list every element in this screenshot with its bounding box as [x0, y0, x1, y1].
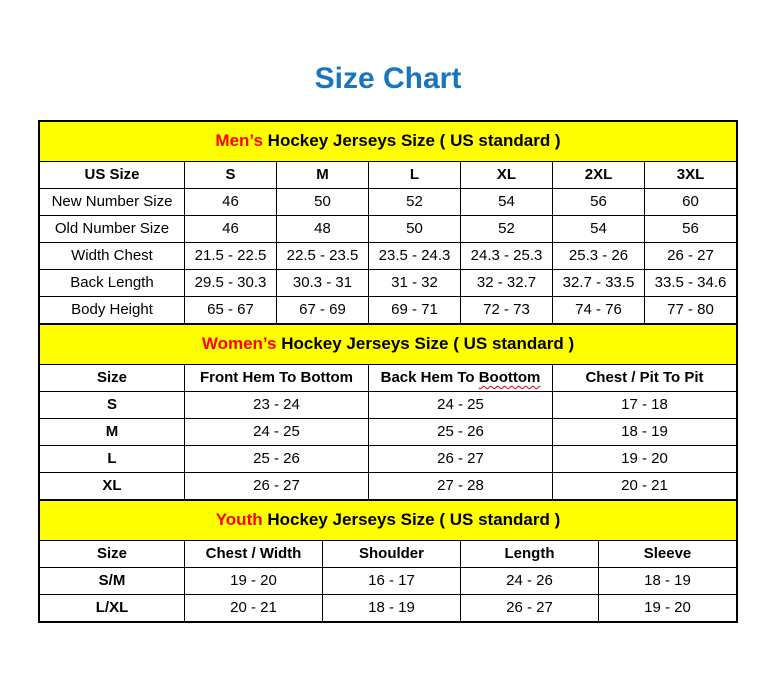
mens-column-header: US Size [40, 162, 185, 189]
womens-value-cell: 18 - 19 [553, 419, 737, 446]
mens-value-cell: 25.3 - 26 [553, 243, 645, 270]
womens-value-cell: 24 - 25 [369, 392, 553, 419]
youth-caption-row [40, 501, 737, 541]
youth-table-row [40, 568, 737, 595]
youth-table-caption [40, 501, 737, 541]
mens-column-header: XL [461, 162, 553, 189]
page-title: Size Chart [314, 62, 462, 95]
mens-caption-rest: Hockey Jerseys Size ( US standard ) [262, 131, 561, 151]
mens-value-cell: 30.3 - 31 [277, 270, 369, 297]
mens-value-cell: 29.5 - 30.3 [185, 270, 277, 297]
mens-column-header: M [277, 162, 369, 189]
mens-caption-row [40, 122, 737, 162]
mens-table-row [40, 216, 737, 243]
mens-value-cell: 50 [277, 189, 369, 216]
womens-table-caption [40, 325, 737, 365]
womens-column-header: Chest / Pit To Pit [553, 365, 737, 392]
womens-header-row [40, 365, 737, 392]
womens-value-cell: 26 - 27 [369, 446, 553, 473]
mens-value-cell: 56 [553, 189, 645, 216]
youth-value-cell: 18 - 19 [599, 568, 737, 595]
womens-value-cell: 19 - 20 [553, 446, 737, 473]
mens-value-cell: 72 - 73 [461, 297, 553, 324]
womens-size-table [39, 324, 737, 500]
youth-value-cell: 19 - 20 [185, 568, 323, 595]
mens-value-cell: 33.5 - 34.6 [645, 270, 737, 297]
womens-table-row [40, 446, 737, 473]
mens-row-label: Body Height [40, 297, 185, 324]
mens-value-cell: 74 - 76 [553, 297, 645, 324]
mens-value-cell: 65 - 67 [185, 297, 277, 324]
womens-row-label: XL [40, 473, 185, 500]
misspelled-word: Boottom [478, 368, 541, 386]
mens-value-cell: 46 [185, 216, 277, 243]
youth-value-cell: 18 - 19 [323, 595, 461, 622]
womens-row-label: M [40, 419, 185, 446]
womens-caption-rest: Hockey Jerseys Size ( US standard ) [276, 334, 575, 354]
mens-value-cell: 52 [369, 189, 461, 216]
mens-column-header: 3XL [645, 162, 737, 189]
youth-column-header: Size [40, 541, 185, 568]
mens-value-cell: 24.3 - 25.3 [461, 243, 553, 270]
mens-value-cell: 54 [553, 216, 645, 243]
womens-column-header: Size [40, 365, 185, 392]
mens-size-table [39, 121, 737, 324]
womens-value-cell: 23 - 24 [185, 392, 369, 419]
youth-caption-highlight: Youth [215, 510, 263, 530]
womens-row-label: L [40, 446, 185, 473]
mens-value-cell: 77 - 80 [645, 297, 737, 324]
mens-table-row [40, 243, 737, 270]
womens-column-header: Front Hem To Bottom [185, 365, 369, 392]
mens-table-row [40, 297, 737, 324]
youth-value-cell: 20 - 21 [185, 595, 323, 622]
mens-value-cell: 23.5 - 24.3 [369, 243, 461, 270]
womens-value-cell: 25 - 26 [185, 446, 369, 473]
youth-column-header: Sleeve [599, 541, 737, 568]
mens-column-header: S [185, 162, 277, 189]
womens-value-cell: 24 - 25 [185, 419, 369, 446]
mens-value-cell: 52 [461, 216, 553, 243]
youth-row-label: S/M [40, 568, 185, 595]
womens-column-header: Back Hem To Boottom [369, 365, 553, 392]
mens-value-cell: 48 [277, 216, 369, 243]
mens-value-cell: 54 [461, 189, 553, 216]
mens-row-label: Old Number Size [40, 216, 185, 243]
mens-row-label: Back Length [40, 270, 185, 297]
mens-value-cell: 31 - 32 [369, 270, 461, 297]
youth-column-header: Shoulder [323, 541, 461, 568]
youth-size-table [39, 500, 737, 622]
mens-table-caption [40, 122, 737, 162]
mens-value-cell: 26 - 27 [645, 243, 737, 270]
mens-value-cell: 32 - 32.7 [461, 270, 553, 297]
womens-caption-highlight: Women’s [201, 334, 277, 354]
womens-value-cell: 26 - 27 [185, 473, 369, 500]
mens-row-label: Width Chest [40, 243, 185, 270]
mens-value-cell: 67 - 69 [277, 297, 369, 324]
youth-column-header: Length [461, 541, 599, 568]
youth-value-cell: 24 - 26 [461, 568, 599, 595]
mens-value-cell: 32.7 - 33.5 [553, 270, 645, 297]
mens-table-row [40, 189, 737, 216]
mens-value-cell: 60 [645, 189, 737, 216]
mens-table-row [40, 270, 737, 297]
mens-column-header: L [369, 162, 461, 189]
size-chart-tables [38, 120, 738, 623]
youth-row-label: L/XL [40, 595, 185, 622]
mens-row-label: New Number Size [40, 189, 185, 216]
youth-header-row [40, 541, 737, 568]
mens-value-cell: 56 [645, 216, 737, 243]
womens-row-label: S [40, 392, 185, 419]
womens-table-row [40, 419, 737, 446]
mens-value-cell: 46 [185, 189, 277, 216]
youth-value-cell: 19 - 20 [599, 595, 737, 622]
womens-value-cell: 25 - 26 [369, 419, 553, 446]
youth-column-header: Chest / Width [185, 541, 323, 568]
youth-table-row [40, 595, 737, 622]
mens-value-cell: 69 - 71 [369, 297, 461, 324]
womens-table-row [40, 392, 737, 419]
youth-value-cell: 26 - 27 [461, 595, 599, 622]
mens-value-cell: 22.5 - 23.5 [277, 243, 369, 270]
womens-table-row [40, 473, 737, 500]
mens-header-row [40, 162, 737, 189]
mens-value-cell: 50 [369, 216, 461, 243]
womens-value-cell: 27 - 28 [369, 473, 553, 500]
womens-value-cell: 20 - 21 [553, 473, 737, 500]
mens-column-header: 2XL [553, 162, 645, 189]
youth-caption-rest: Hockey Jerseys Size ( US standard ) [262, 510, 561, 530]
mens-value-cell: 21.5 - 22.5 [185, 243, 277, 270]
youth-value-cell: 16 - 17 [323, 568, 461, 595]
womens-value-cell: 17 - 18 [553, 392, 737, 419]
womens-caption-row [40, 325, 737, 365]
mens-caption-highlight: Men’s [215, 131, 263, 151]
